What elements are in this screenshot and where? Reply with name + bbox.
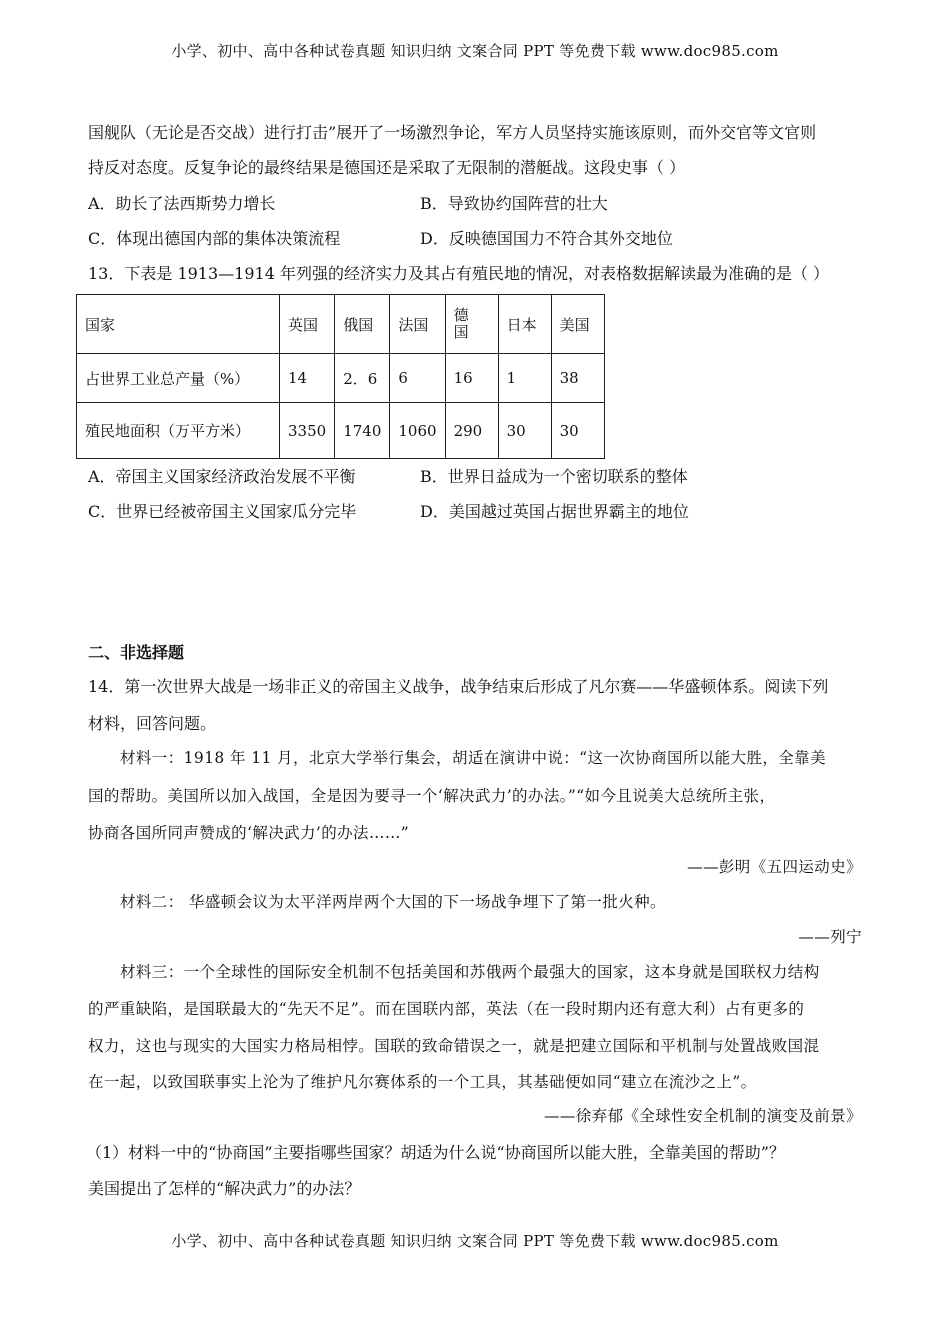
table-cell: 殖民地面积（万平方米） bbox=[77, 403, 280, 459]
material-3-line-2: 的严重缺陷，是国联最大的“先天不足”。而在国联内部，英法（在一段时期内还有意大利）占有更多的 bbox=[88, 1000, 805, 1018]
q14-subquestion-1-line-1: （1）材料一中的“协商国”主要指哪些国家？胡适为什么说“协商国所以能大胜，全靠美国的帮助”？ bbox=[86, 1143, 785, 1162]
material-3-line-3: 权力，这也与现实的大国实力格局相悖。国联的致命错误之一，就是把建立国际和平机制与处置战败国混 bbox=[88, 1037, 820, 1055]
q14-stem-line-2: 材料，回答问题。 bbox=[88, 714, 217, 733]
table-cell: 美国 bbox=[551, 295, 604, 354]
material-1-line-1: 材料一：1918 年 11 月，北京大学举行集会，胡适在演讲中说：“这一次协商国所以能大胜，全靠美 bbox=[120, 749, 826, 767]
table-cell: 30 bbox=[498, 403, 551, 459]
q12-option-d: D．反映德国国力不符合其外交地位 bbox=[420, 229, 673, 248]
page-footer: 小学、初中、高中各种试卷真题 知识归纳 文案合同 PPT 等免费下载 www.doc985.com bbox=[171, 1232, 779, 1250]
material-1-line-3: 协商各国所同声赞成的‘解决武力’的办法……” bbox=[88, 824, 410, 842]
table-cell: 占世界工业总产量（%） bbox=[77, 354, 280, 403]
material-3-line-1: 材料三：一个全球性的国际安全机制不包括美国和苏俄两个最强大的国家，这本身就是国联权力结构 bbox=[120, 963, 820, 981]
material-1-source: ——彭明《五四运动史》 bbox=[687, 858, 862, 876]
material-3-line-4: 在一起，以致国联事实上沦为了维护凡尔赛体系的一个工具，其基础便如同“建立在流沙之上”。 bbox=[88, 1073, 757, 1091]
table-cell: 1740 bbox=[335, 403, 390, 459]
q13-option-a: A．帝国主义国家经济政治发展不平衡 bbox=[88, 467, 356, 486]
table-cell: 国家 bbox=[77, 295, 280, 354]
material-1-line-2: 国的帮助。美国所以加入战国，全是因为要寻一个‘解决武力’的办法。”“如今且说美大总统所主张， bbox=[88, 787, 776, 805]
table-cell: 俄国 bbox=[335, 295, 390, 354]
section-title: 二、非选择题 bbox=[88, 643, 185, 662]
q13-option-b: B．世界日益成为一个密切联系的整体 bbox=[420, 467, 688, 486]
table-cell: 英国 bbox=[280, 295, 335, 354]
q12-option-a: A．助长了法西斯势力增长 bbox=[88, 194, 276, 213]
table-cell: 1 bbox=[498, 354, 551, 403]
table-cell: 法国 bbox=[390, 295, 445, 354]
table-cell: 30 bbox=[551, 403, 604, 459]
material-2-line-1: 材料二： 华盛顿会议为太平洋两岸两个大国的下一场战争埋下了第一批火种。 bbox=[120, 893, 666, 911]
q13-stem: 13．下表是 1913—1914 年列强的经济实力及其占有殖民地的情况，对表格数据解读最为准确的是（ ） bbox=[88, 264, 830, 283]
table-cell: 3350 bbox=[280, 403, 335, 459]
table-cell: 2．6 bbox=[335, 354, 390, 403]
table-cell: 16 bbox=[445, 354, 498, 403]
table-cell-text: 德国 bbox=[453, 306, 469, 341]
table-cell: 14 bbox=[280, 354, 335, 403]
table-cell: 6 bbox=[390, 354, 445, 403]
q12-text-line-2: 持反对态度。反复争论的最终结果是德国还是采取了无限制的潜艇战。这段史事（ ） bbox=[88, 158, 686, 177]
table-cell bbox=[445, 295, 498, 354]
q14-stem-line-1: 14．第一次世界大战是一场非正义的帝国主义战争，战争结束后形成了凡尔赛——华盛顿体系。阅读下列 bbox=[88, 677, 829, 696]
q13-option-c: C．世界已经被帝国主义国家瓜分完毕 bbox=[88, 502, 357, 521]
table-cell: 290 bbox=[445, 403, 498, 459]
table-row bbox=[77, 295, 605, 354]
material-3-source: ——徐弃郁《全球性安全机制的演变及前景》 bbox=[543, 1107, 862, 1125]
material-2-source: ——列宁 bbox=[798, 928, 862, 946]
q12-option-c: C．体现出德国内部的集体决策流程 bbox=[88, 229, 341, 248]
q14-subquestion-1-line-2: 美国提出了怎样的“解决武力”的办法？ bbox=[88, 1179, 361, 1198]
q13-data-table bbox=[76, 294, 605, 459]
table-cell: 1060 bbox=[390, 403, 445, 459]
q13-option-d: D．美国越过英国占据世界霸主的地位 bbox=[420, 502, 689, 521]
q12-option-b: B．导致协约国阵营的壮大 bbox=[420, 194, 608, 213]
table-cell: 日本 bbox=[498, 295, 551, 354]
page-header: 小学、初中、高中各种试卷真题 知识归纳 文案合同 PPT 等免费下载 www.doc985.com bbox=[171, 42, 779, 60]
q12-text-line-1: 国舰队（无论是否交战）进行打击”展开了一场激烈争论，军方人员坚持实施该原则，而外交官等文官则 bbox=[88, 123, 817, 142]
table-cell: 38 bbox=[551, 354, 604, 403]
table-row bbox=[77, 354, 605, 403]
table-row bbox=[77, 403, 605, 459]
